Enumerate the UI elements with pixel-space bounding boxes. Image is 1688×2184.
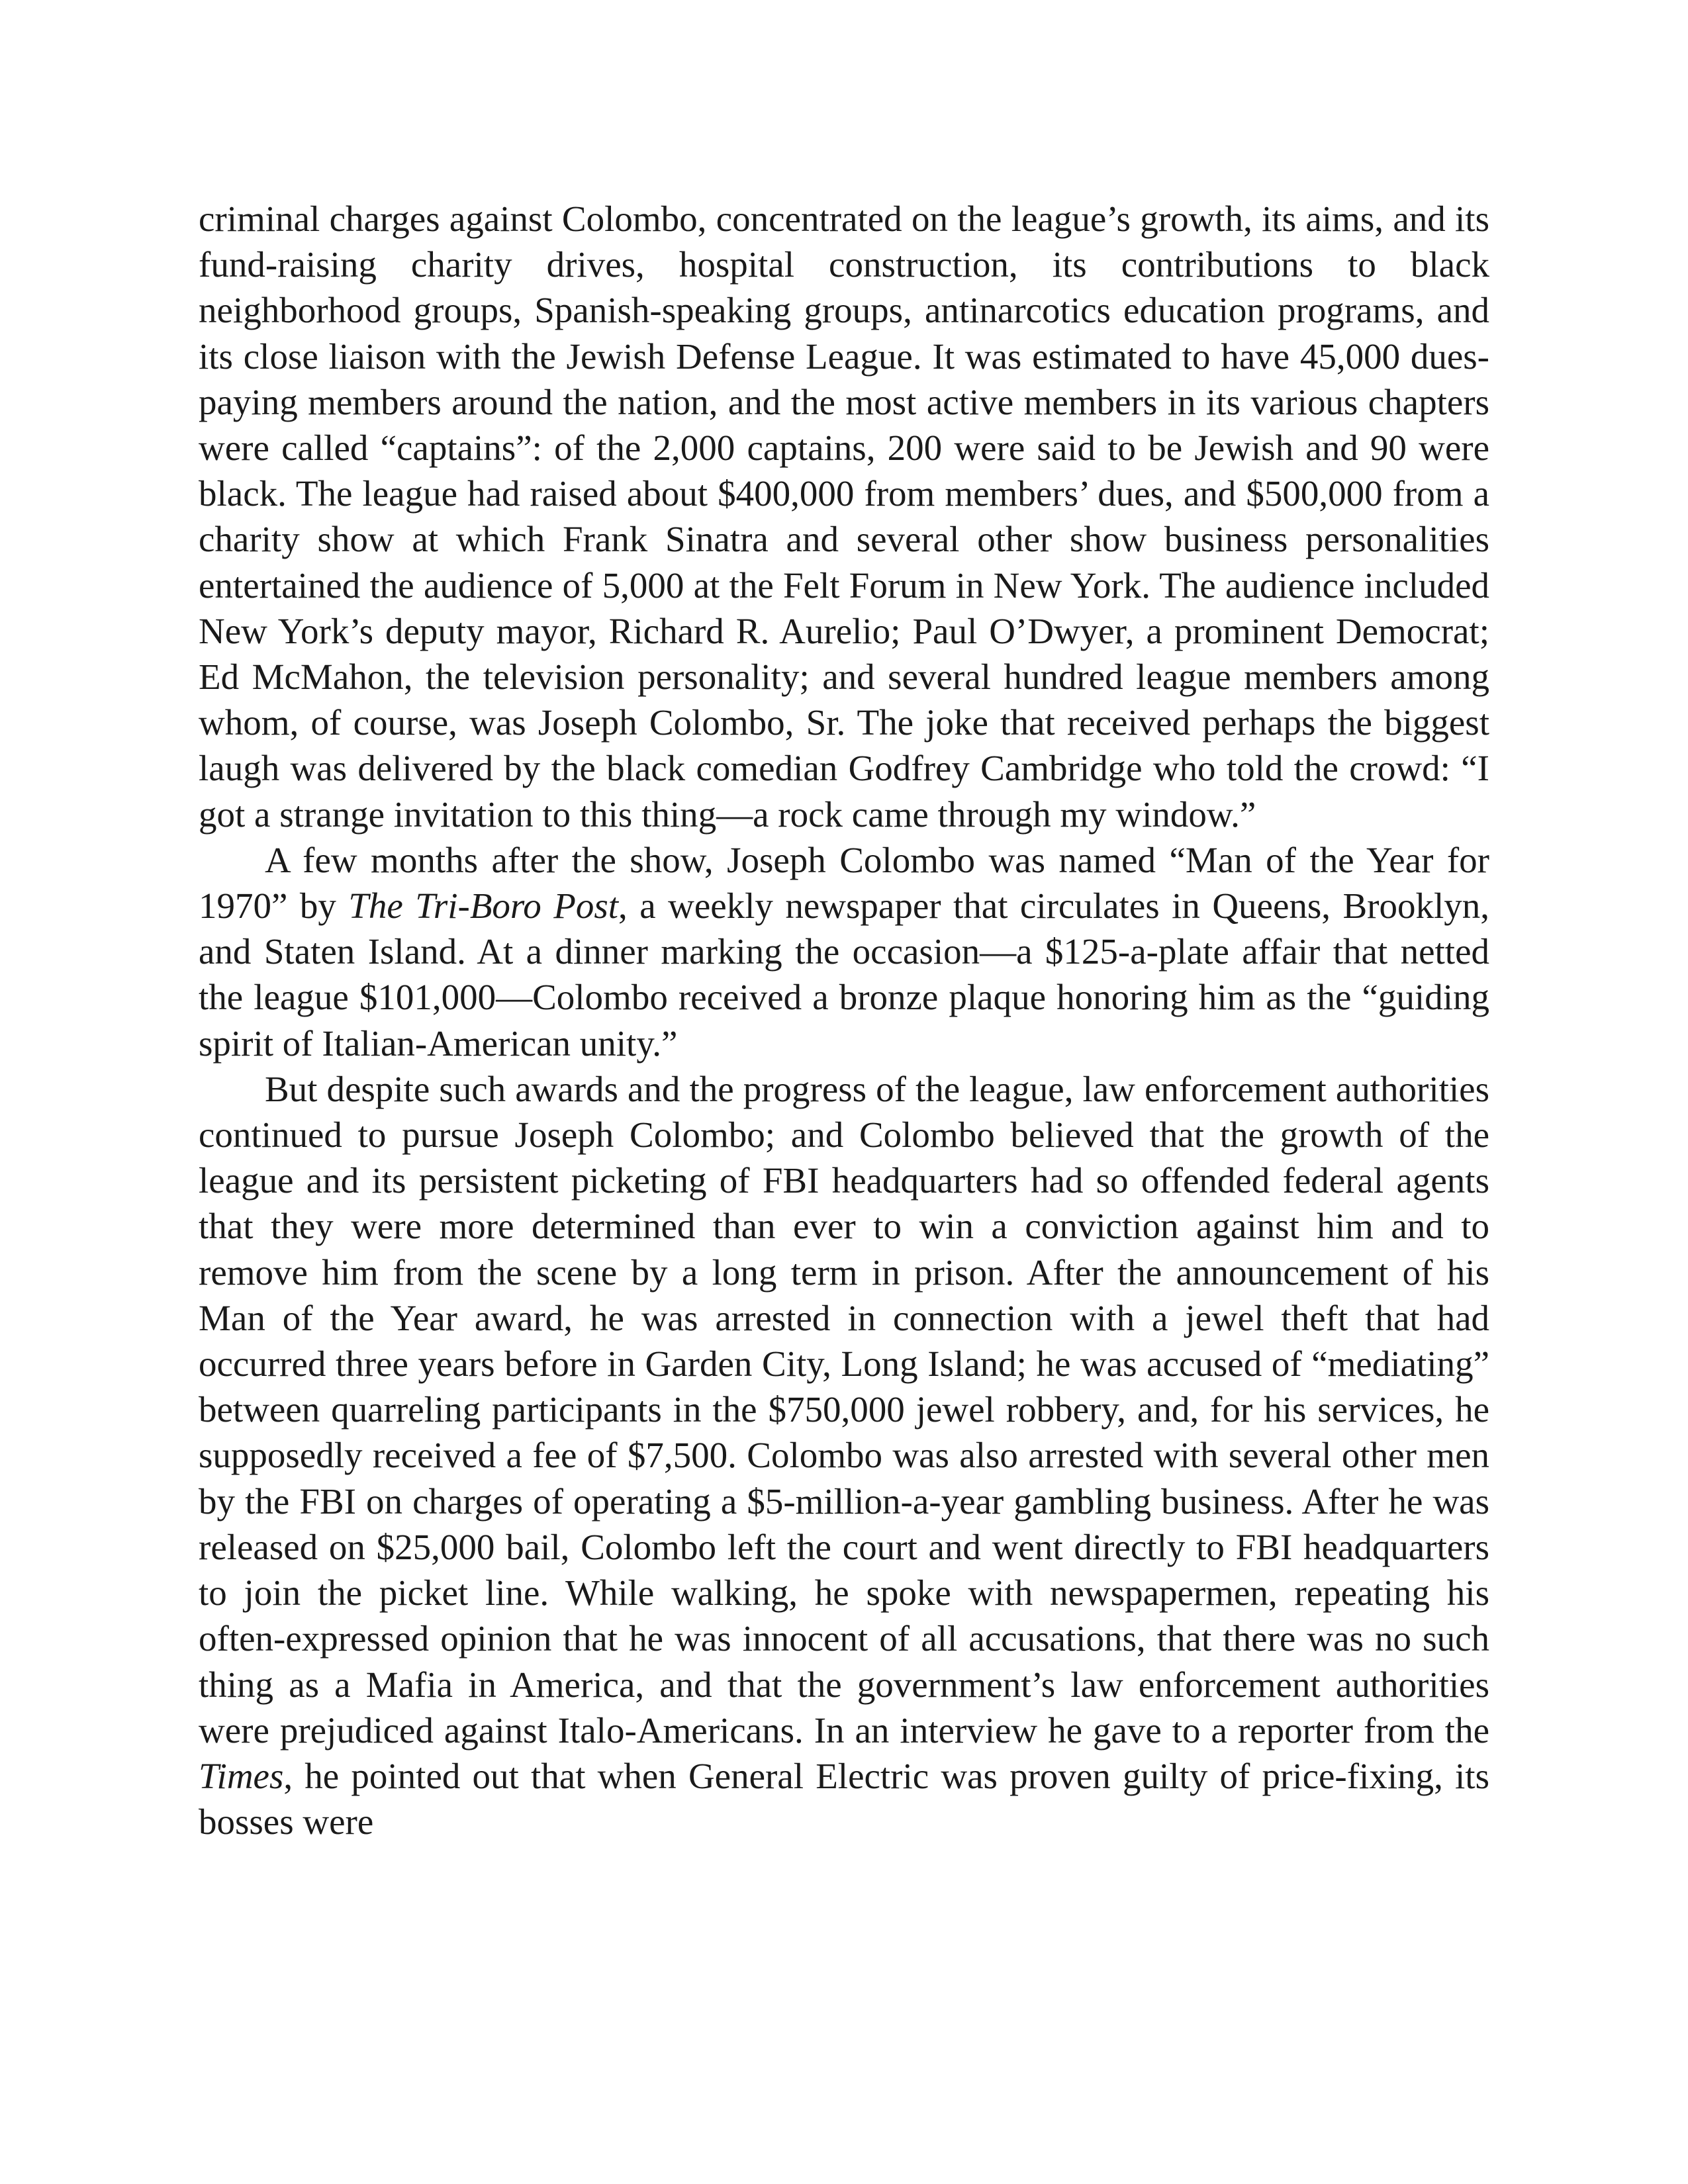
paragraph-2 xyxy=(199,837,1489,1066)
paragraph-2-text-a: A few months after the show, Joseph Colombo was named “Man of the Year for 1970” by xyxy=(199,839,1489,927)
newspaper-title-times: Times xyxy=(199,1755,284,1796)
paragraph-1 xyxy=(199,196,1489,837)
paragraph-2-text-b: , a weekly newspaper that circulates in Queens, Brooklyn, and Staten Island. At a dinner marking the occasion—a $125-a-plate affair that netted the league $101,000—Colombo received a bronze plaque honoring him as the “guiding spirit of Italian-American unity.” xyxy=(199,886,1489,1064)
document-page xyxy=(199,196,1489,1844)
paragraph-3-text-b: , he pointed out that when General Electric was proven guilty of price-fixing, its bosses were xyxy=(199,1755,1489,1843)
paragraph-1-text: criminal charges against Colombo, concentrated on the league’s growth, its aims, and its fund-raising charity drives, hospital construction, its contributions to black neighborhood groups, Spanish-speaking groups, antinarcotics education programs, and its close liaison with the Jewish Defense League. It was estimated to have 45,000 dues-paying members around the nation, and the most active members in its various chapters were called “captains”: of the 2,000 captains, 200 were said to be Jewish and 90 were black. The league had raised about $400,000 from members’ dues, and $500,000 from a charity show at which Frank Sinatra and several other show business personalities entertained the audience of 5,000 at the Felt Forum in New York. The audience included New York’s deputy mayor, Richard R. Aurelio; Paul O’Dwyer, a prominent Democrat; Ed McMahon, the television personality; and several hundred league members among whom, of course, was Joseph Colombo, Sr. The joke that received perhaps the biggest laugh was delivered by the black comedian Godfrey Cambridge who told the crowd: “I got a strange invitation to this thing—a rock came through my window.” xyxy=(199,199,1489,835)
paragraph-3-text-a: But despite such awards and the progress of the league, law enforcement authorities continued to pursue Joseph Colombo; and Colombo believed that the growth of the league and its persistent picketing of FBI headquarters had so offended federal agents that they were more determined than ever to win a conviction against him and to remove him from the scene by a long term in prison. After the announcement of his Man of the Year award, he was arrested in connection with a jewel theft that had occurred three years before in Garden City, Long Island; he was accused of “mediating” between quarreling participants in the $750,000 jewel robbery, and, for his services, he supposedly received a fee of $7,500. Colombo was also arrested with several other men by the FBI on charges of operating a $5-million-a-year gambling business. After he was released on $25,000 bail, Colombo left the court and went directly to FBI headquarters to join the picket line. While walking, he spoke with newspapermen, repeating his often-expressed opinion that he was innocent of all accusations, that there was no such thing as a Mafia in America, and that the government’s law enforcement authorities were prejudiced against Italo-Americans. In an interview he gave to a reporter from the xyxy=(199,1068,1489,1751)
newspaper-title-tri-boro-post: The Tri-Boro Post xyxy=(348,886,619,927)
paragraph-3 xyxy=(199,1066,1489,1844)
